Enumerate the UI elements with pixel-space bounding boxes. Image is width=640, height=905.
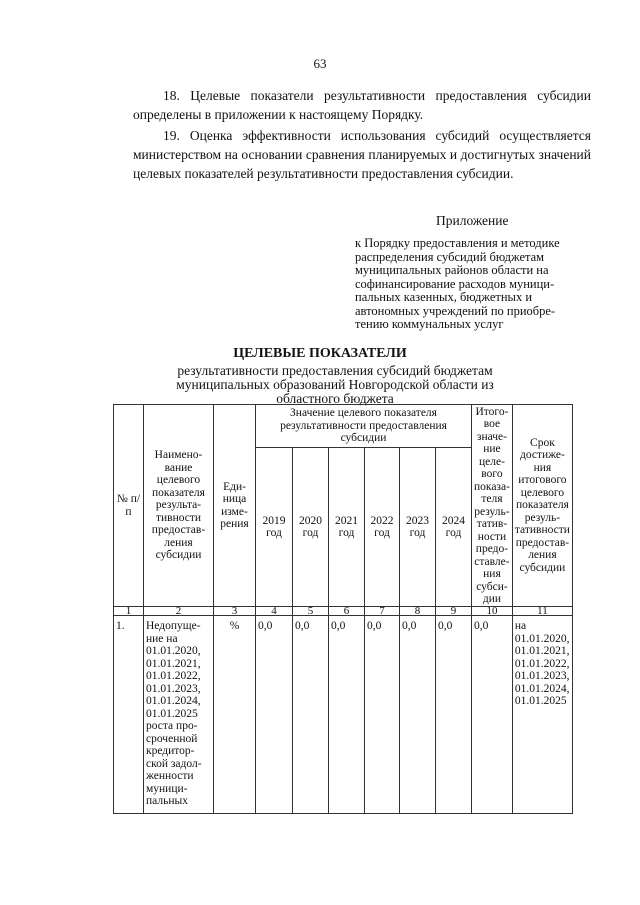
header-name: Наимено-вание целевого показателя результа-тивности предостав-ления субсидии (144, 405, 214, 607)
cell-value: 0,0 (329, 616, 365, 814)
header-total: Итого-вое значе-ние целе-вого показа-теля резуль-татив-ности предо-ставле-ния субси-дии (472, 405, 513, 607)
header-unit: Еди-ница изме-рения (214, 405, 256, 607)
cell-value: 0,0 (365, 616, 400, 814)
col-number: 5 (293, 607, 329, 616)
col-number: 11 (512, 607, 572, 616)
cell-value: 0,0 (400, 616, 436, 814)
col-number: 2 (144, 607, 214, 616)
cell-value: 0,0 (293, 616, 329, 814)
cell-total: 0,0 (472, 616, 513, 814)
header-year: 2020 год (293, 448, 329, 607)
col-number: 7 (365, 607, 400, 616)
cell-no: 1. (114, 616, 144, 814)
header-deadline: Срок достиже-ния итогового целевого показателя резуль-тативности предостав-ления субсидии (512, 405, 572, 607)
paragraph-18: 18. Целевые показатели результативности предоставления субсидии определены в приложении к настоящему Порядку. (133, 88, 591, 122)
header-year: 2019 год (256, 448, 293, 607)
header-year: 2021 год (329, 448, 365, 607)
cell-name: Недопуще-ние на 01.01.2020, 01.01.2021, 01.01.2022, 01.01.2023, 01.01.2024, 01.01.2025 роста про-сроченной кредитор-ской задол-женности муници-пальных (144, 616, 214, 814)
table-row (114, 616, 573, 814)
cell-unit: % (214, 616, 256, 814)
col-number: 4 (256, 607, 293, 616)
col-number: 6 (329, 607, 365, 616)
col-number: 3 (214, 607, 256, 616)
appendix-text: к Порядку предоставления и методике распределения субсидий бюджетам муниципальных районов области на софинансирование расходов муници-пальных казенных, бюджетных и автономных учреждений по приобре-тению коммунальных услуг (355, 236, 560, 331)
header-year: 2022 год (365, 448, 400, 607)
subheading: результативности предоставления субсидий бюджетам муниципальных образований Новгородской области из областного бюджета (176, 363, 494, 406)
header-values-group: Значение целевого показателя результативности предоставления субсидии (256, 405, 472, 448)
header-year: 2023 год (400, 448, 436, 607)
cell-value: 0,0 (436, 616, 472, 814)
header-no: № п/п (114, 405, 144, 607)
cell-deadline: на 01.01.2020, 01.01.2021, 01.01.2022, 01.01.2023, 01.01.2024, 01.01.2025 (512, 616, 572, 814)
col-number: 9 (436, 607, 472, 616)
col-number: 10 (472, 607, 513, 616)
page-number: 63 (313, 56, 327, 71)
col-number: 8 (400, 607, 436, 616)
paragraph-19: 19. Оценка эффективности использования субсидий осуществляется министерством на основании сравнения планируемых и достигнутых значений целевых показателей результативности предоставления субсидии. (133, 128, 591, 181)
indicators-table (113, 404, 573, 814)
cell-value: 0,0 (256, 616, 293, 814)
heading: ЦЕЛЕВЫЕ ПОКАЗАТЕЛИ (233, 346, 407, 361)
col-number: 1 (114, 607, 144, 616)
header-year: 2024 год (436, 448, 472, 607)
appendix-title: Приложение (436, 213, 509, 228)
